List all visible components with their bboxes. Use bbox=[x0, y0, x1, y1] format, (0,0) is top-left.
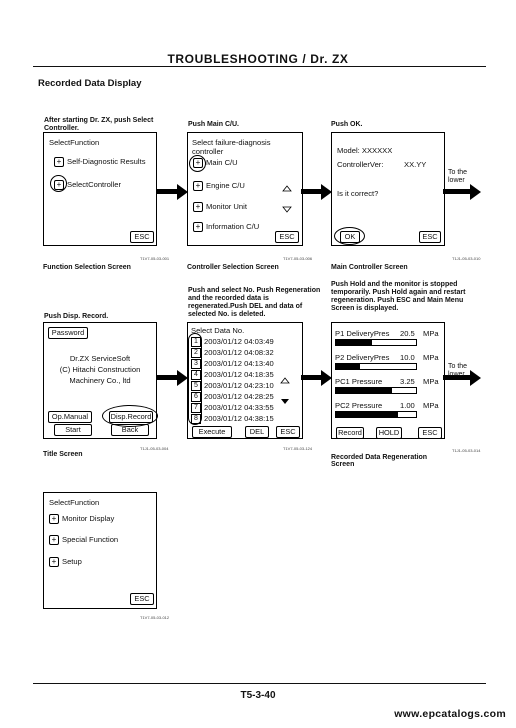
menu-item-monitor-display[interactable]: + Monitor Display bbox=[49, 514, 114, 524]
menu-item-monitor-unit[interactable]: + Monitor Unit bbox=[193, 202, 247, 212]
reading-unit: MPa bbox=[423, 377, 439, 386]
function-menu-screen bbox=[43, 492, 157, 609]
arrow-right-icon bbox=[156, 370, 188, 386]
to-the-lower-label: To the lower bbox=[448, 169, 468, 184]
caption-main-controller: Main Controller Screen bbox=[331, 264, 408, 271]
confirm-question: Is it correct? bbox=[337, 189, 379, 198]
reading-bar-fill bbox=[336, 340, 372, 345]
esc-button[interactable]: ESC bbox=[130, 231, 154, 243]
figure-code: T1V7-05-03-012 bbox=[140, 615, 170, 620]
data-row-datetime: 2003/01/12 04:18:35 bbox=[204, 370, 274, 379]
reading-bar bbox=[335, 411, 417, 418]
caption-regeneration: Recorded Data Regeneration Screen bbox=[331, 454, 428, 468]
software-name: Dr.ZX ServiceSoft bbox=[69, 354, 131, 363]
data-row[interactable] bbox=[191, 414, 274, 424]
record-button[interactable]: Record bbox=[336, 427, 364, 439]
plus-icon: + bbox=[193, 158, 203, 168]
regeneration-screen bbox=[331, 322, 445, 439]
copyright-line: (C) Hitachi Construction bbox=[59, 365, 141, 374]
reading-value: 1.00 bbox=[400, 401, 415, 410]
hold-button[interactable]: HOLD bbox=[376, 427, 402, 439]
scroll-down-icon[interactable] bbox=[280, 398, 290, 405]
data-row-number: 4 bbox=[191, 370, 201, 380]
reading-label: PC1 Pressure bbox=[335, 377, 383, 386]
data-row-datetime: 2003/01/12 04:28:25 bbox=[204, 392, 274, 401]
arrow-right-icon bbox=[156, 184, 188, 200]
back-button[interactable]: Back bbox=[111, 424, 149, 436]
op-manual-button[interactable]: Op.Manual bbox=[48, 411, 92, 423]
screen-title: SelectFunction bbox=[49, 138, 100, 147]
execute-button[interactable]: Execute bbox=[192, 426, 232, 438]
data-row[interactable] bbox=[191, 348, 274, 358]
menu-item-select-controller[interactable]: + SelectController bbox=[54, 180, 121, 190]
highlight-circle bbox=[189, 155, 206, 172]
reading-unit: MPa bbox=[423, 329, 439, 338]
reading-label: P2 DeliveryPres bbox=[335, 353, 390, 362]
menu-item-main-cu[interactable]: + Main C/U bbox=[193, 158, 238, 168]
highlight-circle bbox=[334, 227, 365, 245]
plus-icon: + bbox=[193, 181, 203, 191]
reading-bar-fill bbox=[336, 412, 398, 417]
menu-item-engine-cu[interactable]: + Engine C/U bbox=[193, 181, 245, 191]
instruction-push-main-cu: Push Main C/U. bbox=[188, 121, 239, 128]
data-row-datetime: 2003/01/12 04:38:15 bbox=[204, 414, 274, 423]
page-header-title: TROUBLESHOOTING / Dr. ZX bbox=[167, 52, 349, 66]
instruction-select-controller: After starting Dr. ZX, push Select Controller. bbox=[44, 117, 154, 132]
scroll-up-icon[interactable] bbox=[280, 377, 290, 384]
start-button[interactable]: Start bbox=[54, 424, 92, 436]
header-rule bbox=[33, 66, 486, 67]
reading-value: 10.0 bbox=[400, 353, 415, 362]
data-row[interactable] bbox=[191, 370, 274, 380]
select-data-screen bbox=[187, 322, 303, 439]
figure-code: T1V7-05-03-124 bbox=[283, 446, 313, 451]
figure-code: T1J1-05-03-010 bbox=[452, 256, 481, 261]
model-row: Model: XXXXXX bbox=[337, 146, 393, 155]
reading-bar bbox=[335, 387, 417, 394]
data-row-datetime: 2003/01/12 04:03:49 bbox=[204, 337, 274, 346]
data-row[interactable] bbox=[191, 359, 274, 369]
plus-icon: + bbox=[49, 535, 59, 545]
highlight-circle bbox=[50, 175, 67, 192]
instruction-push-ok: Push OK. bbox=[331, 121, 363, 128]
data-row[interactable] bbox=[191, 392, 274, 402]
data-row-number: 2 bbox=[191, 348, 201, 358]
screen-title: Select Data No. bbox=[191, 326, 245, 335]
data-row-datetime: 2003/01/12 04:23:10 bbox=[204, 381, 274, 390]
data-row-number: 6 bbox=[191, 392, 201, 402]
screen-title: Select failure-diagnosis controller bbox=[192, 138, 271, 156]
arrow-right-icon bbox=[301, 184, 332, 200]
caption-controller-selection: Controller Selection Screen bbox=[187, 264, 279, 271]
esc-button[interactable]: ESC bbox=[418, 427, 442, 439]
scroll-down-icon[interactable] bbox=[282, 206, 292, 213]
figure-code: T1J1-05-03-014 bbox=[452, 448, 481, 453]
reading-unit: MPa bbox=[423, 353, 439, 362]
data-row[interactable] bbox=[191, 403, 274, 413]
caption-function-selection: Function Selection Screen bbox=[43, 264, 131, 271]
esc-button[interactable]: ESC bbox=[419, 231, 441, 243]
data-row-number: 1 bbox=[191, 337, 201, 347]
instruction-select-no: Push and select No. Push Regeneration and the recorded data is regenerated.Push DEL and data of selected No. is deleted. bbox=[188, 287, 321, 318]
data-row-datetime: 2003/01/12 04:08:32 bbox=[204, 348, 274, 357]
figure-code: T1V7-05-03-006 bbox=[283, 256, 313, 261]
reading-bar bbox=[335, 339, 417, 346]
menu-item-information-cu[interactable]: + Information C/U bbox=[193, 222, 259, 232]
data-row-number: 7 bbox=[191, 403, 201, 413]
controller-ver-value: XX.YY bbox=[404, 160, 427, 169]
plus-icon: + bbox=[193, 202, 203, 212]
title-screen bbox=[43, 322, 157, 439]
figure-code: T1J1-05-03-004 bbox=[140, 446, 169, 451]
menu-item-setup[interactable]: + Setup bbox=[49, 557, 82, 567]
reading-bar-fill bbox=[336, 388, 392, 393]
caption-title-screen: Title Screen bbox=[43, 451, 83, 458]
esc-button[interactable]: ESC bbox=[130, 593, 154, 605]
page-number: T5-3-40 bbox=[240, 690, 276, 701]
watermark: www.epcatalogs.com bbox=[394, 708, 506, 720]
data-row-number: 3 bbox=[191, 359, 201, 369]
reading-bar bbox=[335, 363, 417, 370]
reading-value: 3.25 bbox=[400, 377, 415, 386]
ok-button[interactable]: OK bbox=[340, 231, 360, 243]
reading-label: P1 DeliveryPres bbox=[335, 329, 390, 338]
highlight-circle bbox=[188, 333, 202, 425]
to-the-lower-label: To the lower bbox=[448, 363, 468, 378]
del-button[interactable]: DEL bbox=[245, 426, 269, 438]
plus-icon: + bbox=[49, 514, 59, 524]
data-row[interactable] bbox=[191, 337, 274, 347]
scroll-up-icon[interactable] bbox=[282, 185, 292, 192]
plus-icon: + bbox=[193, 222, 203, 232]
main-controller-screen bbox=[331, 132, 445, 246]
instruction-push-disp-record: Push Disp. Record. bbox=[44, 313, 109, 320]
reading-bar-fill bbox=[336, 364, 360, 369]
screen-title: SelectFunction bbox=[49, 498, 100, 507]
plus-icon: + bbox=[54, 157, 64, 167]
section-title: Recorded Data Display bbox=[38, 78, 142, 89]
highlight-circle bbox=[102, 405, 158, 427]
reading-value: 20.5 bbox=[400, 329, 415, 338]
footer-rule bbox=[33, 683, 486, 684]
figure-code: T1V7-05-03-001 bbox=[140, 256, 170, 261]
instruction-push-hold: Push Hold and the monitor is stopped temporarily. Push Hold again and restart regeneration. Push ESC and Main Menu Screen is displayed. bbox=[331, 281, 466, 312]
data-row-datetime: 2003/01/12 04:13:40 bbox=[204, 359, 274, 368]
disp-record-button[interactable]: Disp.Record bbox=[110, 412, 152, 421]
reading-label: PC2 Pressure bbox=[335, 401, 383, 410]
menu-item-special-function[interactable]: + Special Function bbox=[49, 535, 118, 545]
arrow-right-icon bbox=[301, 370, 332, 386]
data-row[interactable] bbox=[191, 381, 274, 391]
plus-icon: + bbox=[49, 557, 59, 567]
menu-item-self-diagnostic[interactable]: + Self-Diagnostic Results bbox=[54, 157, 146, 167]
data-row-datetime: 2003/01/12 04:33:55 bbox=[204, 403, 274, 412]
function-selection-screen bbox=[43, 132, 157, 246]
company-line: Machinery Co., ltd bbox=[69, 376, 131, 385]
password-button[interactable]: Password bbox=[48, 327, 88, 339]
plus-icon: + bbox=[54, 180, 64, 190]
arrow-right-icon bbox=[443, 184, 481, 200]
esc-button[interactable]: ESC bbox=[275, 231, 299, 243]
esc-button[interactable]: ESC bbox=[276, 426, 300, 438]
data-row-number: 8 bbox=[191, 414, 201, 424]
reading-unit: MPa bbox=[423, 401, 439, 410]
controller-selection-screen bbox=[187, 132, 303, 246]
controller-ver-label: ControllerVer: bbox=[337, 160, 384, 169]
data-row-number: 5 bbox=[191, 381, 201, 391]
